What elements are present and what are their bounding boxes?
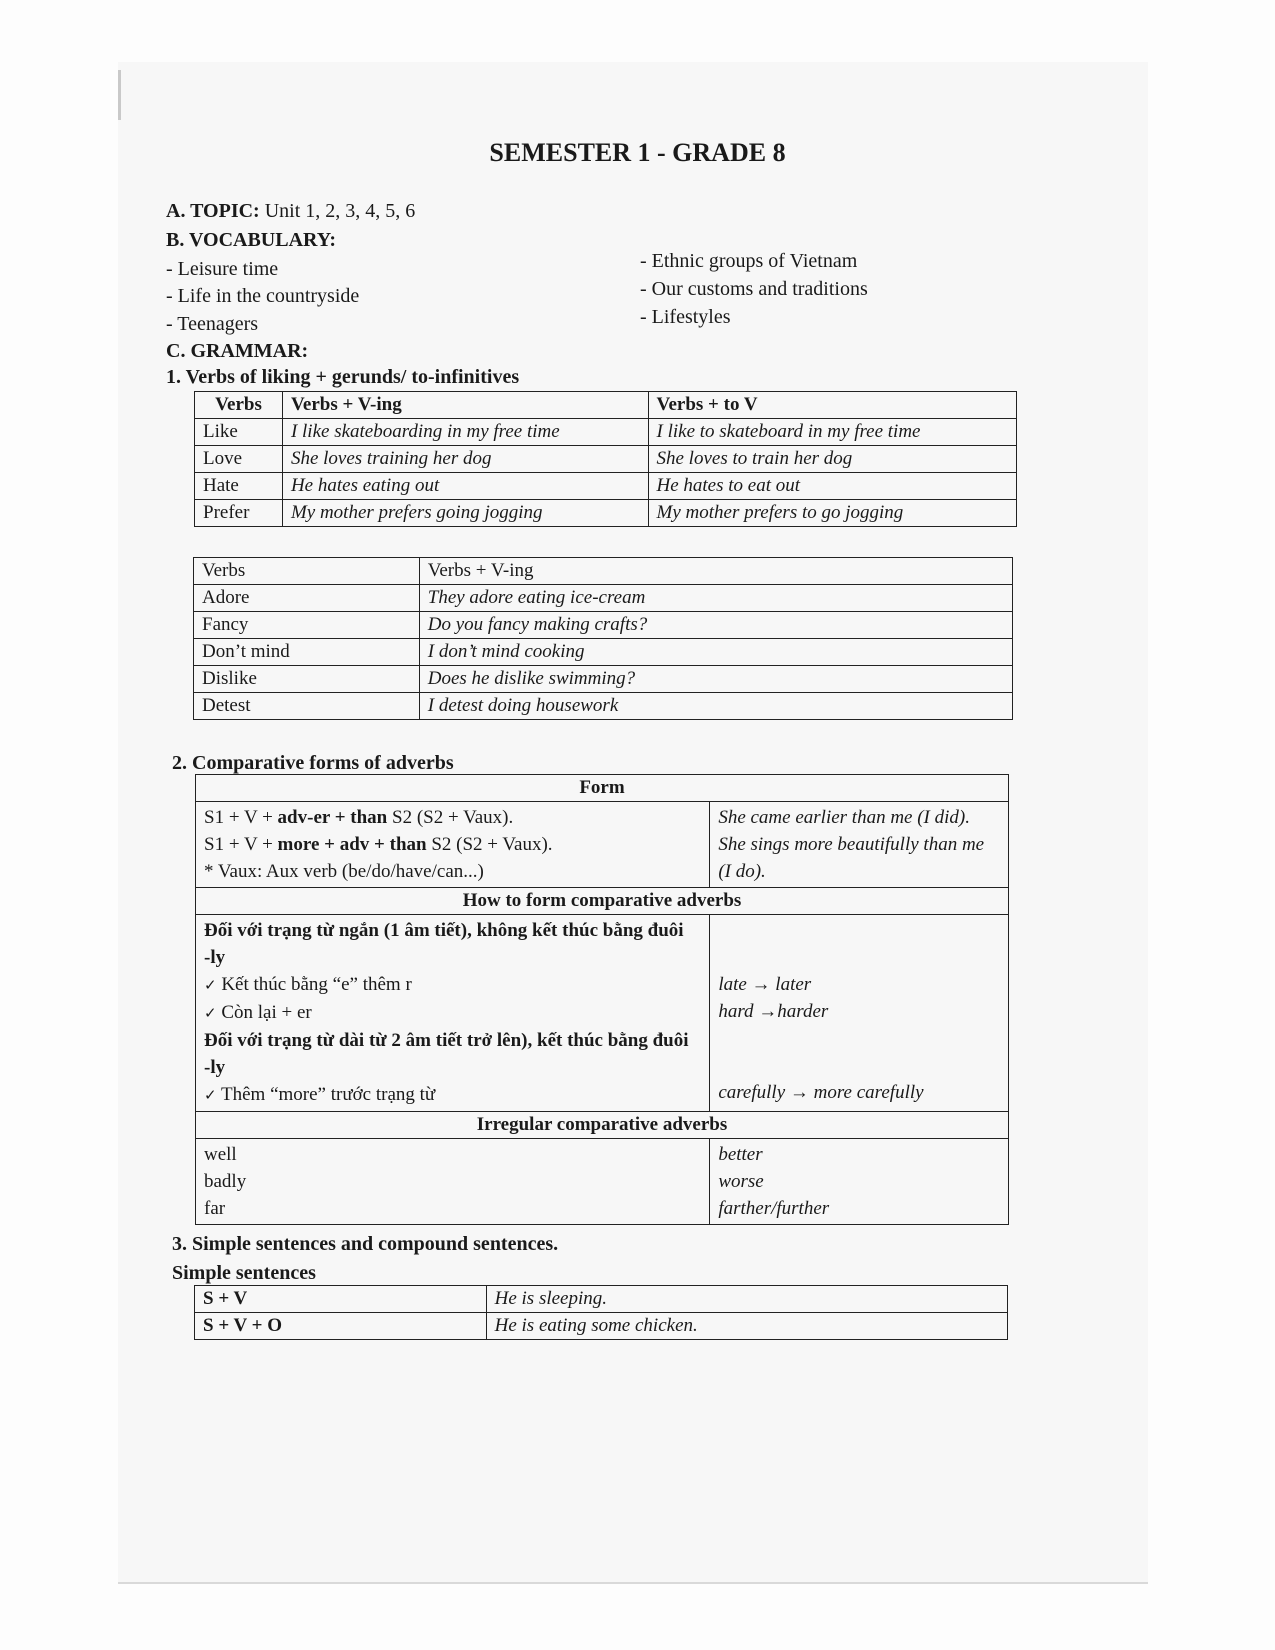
table-row: [194, 639, 1013, 666]
rule-line: -ly: [204, 1057, 226, 1078]
table-cell: He is eating some chicken.: [486, 1313, 1007, 1340]
table-cell: Dislike: [194, 666, 420, 693]
adverb-line: far: [204, 1198, 226, 1219]
table-cell: Love: [195, 446, 283, 473]
column-header: Verbs + V-ing: [419, 558, 1012, 585]
column-header: Verbs + V-ing: [282, 392, 648, 419]
table-row: [194, 585, 1013, 612]
table-cell: S + V + O: [195, 1313, 487, 1340]
column-header: Verbs: [195, 392, 283, 419]
table-cell: He is sleeping.: [486, 1286, 1007, 1313]
table-cell: Hate: [195, 473, 283, 500]
scan-edge-mark: [118, 70, 121, 120]
table-cell: She loves to train her dog: [648, 446, 1017, 473]
table-cell: I like to skateboard in my free time: [648, 419, 1017, 446]
table-cell: Does he dislike swimming?: [419, 666, 1012, 693]
example-line: She came earlier than me (I did).: [718, 807, 970, 828]
example-line: (I do).: [718, 861, 766, 882]
table-cell: S + V: [195, 1286, 487, 1313]
rule-line: ✓ Kết thúc bằng “e” thêm r: [204, 974, 412, 995]
table-cell: Don’t mind: [194, 639, 420, 666]
irregular-comparative-cell: [710, 1139, 1009, 1225]
rule-line: ✓ Còn lại + er: [204, 1002, 312, 1023]
rule-line: Đối với trạng từ dài từ 2 âm tiết trở lên), kết thúc bằng đuôi: [204, 1030, 689, 1051]
example-line: carefully → more carefully: [718, 1082, 924, 1103]
verbs-liking-table: [194, 391, 1017, 527]
table-row: [195, 1313, 1008, 1340]
table-cell: Prefer: [195, 500, 283, 527]
table-cell: I don’t mind cooking: [419, 639, 1012, 666]
topic-line: [166, 200, 415, 223]
table-row: [194, 666, 1013, 693]
form-rules-cell: [196, 802, 710, 888]
table-row: [195, 500, 1017, 527]
example-line: late → later: [718, 974, 812, 995]
irregular-header: Irregular comparative adverbs: [196, 1112, 1009, 1139]
form-rule-line: * Vaux: Aux verb (be/do/have/can...): [204, 861, 484, 882]
table-cell: They adore eating ice-cream: [419, 585, 1012, 612]
rule-line: ✓ Thêm “more” trước trạng từ: [204, 1084, 436, 1105]
table-row: [195, 473, 1017, 500]
adverb-line: well: [204, 1144, 237, 1165]
table-header-row: [196, 888, 1009, 915]
example-line: She sings more beautifully than me: [718, 834, 985, 855]
table-cell: I like skateboarding in my free time: [282, 419, 648, 446]
how-to-form-header: How to form comparative adverbs: [196, 888, 1009, 915]
table-cell: I detest doing housework: [419, 693, 1012, 720]
form-rule-line: S1 + V + more + adv + than S2 (S2 + Vaux).: [204, 834, 553, 855]
vocab-item: - Life in the countryside: [166, 285, 360, 307]
vocab-item: - Ethnic groups of Vietnam: [640, 250, 858, 272]
comparative-adverbs-table: [195, 774, 1009, 1225]
table-row: [194, 612, 1013, 639]
table-row: [196, 915, 1009, 1112]
table-row: [196, 1139, 1009, 1225]
table-cell: She loves training her dog: [282, 446, 648, 473]
how-examples-cell: [710, 915, 1009, 1112]
table-cell: Fancy: [194, 612, 420, 639]
rule-line: -ly: [204, 947, 226, 968]
topic-label: A. TOPIC:: [166, 200, 260, 222]
how-rules-cell: [196, 915, 710, 1112]
adverb-line: farther/further: [718, 1198, 830, 1219]
check-mark-icon: ✓: [204, 1004, 217, 1022]
table-row: [196, 802, 1009, 888]
table-cell: My mother prefers to go jogging: [648, 500, 1017, 527]
section1-heading: 1. Verbs of liking + gerunds/ to-infinitives: [166, 366, 520, 388]
table-cell: Adore: [194, 585, 420, 612]
simple-sentences-table: [194, 1285, 1008, 1340]
topic-value: Unit 1, 2, 3, 4, 5, 6: [264, 200, 416, 222]
adverb-line: worse: [718, 1171, 764, 1192]
table-cell: Do you fancy making crafts?: [419, 612, 1012, 639]
table-row: [195, 1286, 1008, 1313]
table-header-row: [195, 392, 1017, 419]
example-line: hard →harder: [718, 1001, 829, 1022]
page-title: SEMESTER 1 - GRADE 8: [489, 138, 786, 167]
table-cell: My mother prefers going jogging: [282, 500, 648, 527]
section3-heading: 3. Simple sentences and compound sentences.: [172, 1233, 559, 1255]
table-row: [195, 446, 1017, 473]
adverb-line: badly: [204, 1171, 247, 1192]
check-mark-icon: ✓: [204, 1086, 217, 1104]
check-mark-icon: ✓: [204, 976, 217, 994]
table-cell: Like: [195, 419, 283, 446]
table-row: [194, 693, 1013, 720]
irregular-base-cell: [196, 1139, 710, 1225]
table-header-row: [194, 558, 1013, 585]
verbs-ving-table: [193, 557, 1013, 720]
section2-heading: 2. Comparative forms of adverbs: [172, 752, 454, 774]
column-header: Verbs + to V: [648, 392, 1017, 419]
vocabulary-label: B. VOCABULARY:: [166, 229, 337, 251]
column-header: Verbs: [194, 558, 420, 585]
vocab-item: - Leisure time: [166, 258, 279, 280]
vocab-item: - Our customs and traditions: [640, 278, 868, 300]
adverb-line: better: [718, 1144, 763, 1165]
rule-line: Đối với trạng từ ngắn (1 âm tiết), không kết thúc bằng đuôi: [204, 920, 684, 941]
form-rule-line: S1 + V + adv-er + than S2 (S2 + Vaux).: [204, 807, 514, 828]
vocab-item: - Lifestyles: [640, 306, 731, 328]
table-cell: Detest: [194, 693, 420, 720]
table-cell: He hates eating out: [282, 473, 648, 500]
table-header-row: [196, 1112, 1009, 1139]
vocab-item: - Teenagers: [166, 313, 259, 335]
form-examples-cell: [710, 802, 1009, 888]
table-cell: He hates to eat out: [648, 473, 1017, 500]
form-header: Form: [196, 775, 1009, 802]
grammar-label: C. GRAMMAR:: [166, 340, 309, 362]
table-row: [195, 419, 1017, 446]
simple-sentences-subheading: Simple sentences: [172, 1262, 316, 1284]
table-header-row: [196, 775, 1009, 802]
